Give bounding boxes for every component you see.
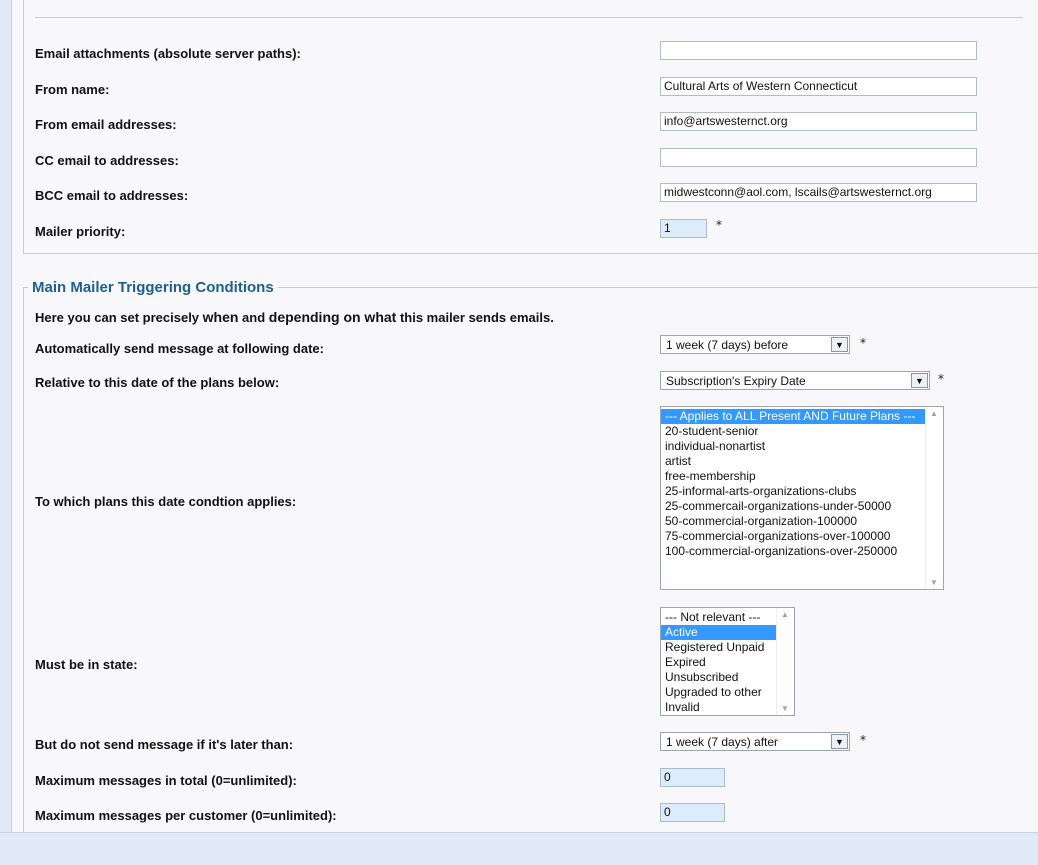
plan-option[interactable]: 25-informal-arts-organizations-clubs [665, 484, 857, 498]
required-marker: * [860, 733, 866, 747]
bottom-bar [0, 832, 1038, 865]
plan-option[interactable]: 100-commercial-organizations-over-250000 [665, 544, 898, 558]
state-option[interactable]: Active [661, 625, 794, 640]
required-marker: * [716, 218, 722, 232]
relative-date-label: Relative to this date of the plans below: [35, 375, 280, 390]
state-listbox[interactable] [660, 607, 795, 716]
scrollbar[interactable] [925, 407, 943, 589]
scrollbar[interactable] [776, 608, 794, 715]
plan-option[interactable]: 25-commercail-organizations-under-50000 [665, 499, 892, 513]
plans-listbox[interactable] [660, 406, 944, 590]
from-email-input[interactable]: info@artswesternct.org [660, 112, 977, 131]
max-total-label: Maximum messages in total (0=unlimited): [35, 773, 297, 788]
send-date-label: Automatically send message at following date: [35, 341, 324, 356]
bcc-label: BCC email to addresses: [35, 188, 189, 203]
plan-option[interactable]: free-membership [665, 469, 756, 483]
divider [35, 17, 1023, 18]
from-name-input[interactable]: Cultural Arts of Western Connecticut [660, 77, 977, 96]
plan-option[interactable]: individual-nonartist [665, 439, 766, 453]
state-option[interactable]: Invalid [665, 700, 700, 714]
chevron-down-icon[interactable]: ▼ [911, 373, 928, 388]
chevron-down-icon[interactable]: ▼ [831, 734, 848, 749]
intro-text: Here you can set precisely when and depending on what this mailer sends emails. [35, 309, 554, 325]
plan-option[interactable]: 75-commercial-organizations-over-100000 [665, 529, 891, 543]
cc-input[interactable] [660, 148, 977, 167]
plan-option[interactable]: 50-commercial-organization-100000 [665, 514, 858, 528]
scroll-up-icon[interactable]: ▲ [781, 610, 789, 619]
attachments-label: Email attachments (absolute server paths): [35, 46, 301, 61]
priority-input[interactable]: 1 [660, 219, 707, 238]
state-option[interactable]: Unsubscribed [665, 670, 739, 684]
priority-label: Mailer priority: [35, 224, 126, 239]
state-option[interactable]: --- Not relevant --- [665, 610, 761, 624]
state-option[interactable]: Upgraded to other [665, 685, 762, 699]
required-marker: * [938, 372, 944, 386]
scroll-up-icon[interactable]: ▲ [930, 409, 938, 418]
max-customer-label: Maximum messages per customer (0=unlimited): [35, 808, 337, 823]
scroll-down-icon[interactable]: ▼ [930, 578, 938, 587]
later-than-label: But do not send message if it's later than: [35, 737, 294, 752]
scroll-down-icon[interactable]: ▼ [781, 704, 789, 713]
send-date-select[interactable]: 1 week (7 days) before ▼ [660, 335, 850, 354]
relative-date-select[interactable]: Subscription's Expiry Date ▼ [660, 371, 930, 390]
state-option[interactable]: Registered Unpaid [665, 640, 765, 654]
cc-label: CC email to addresses: [35, 153, 179, 168]
from-email-label: From email addresses: [35, 117, 177, 132]
plan-option[interactable]: --- Applies to ALL Present AND Future Plans --- [661, 409, 943, 424]
required-marker: * [860, 336, 866, 350]
attachments-input[interactable] [660, 41, 977, 60]
from-name-label: From name: [35, 82, 110, 97]
bcc-input[interactable]: midwestconn@aol.com, lscails@artswesternct.org [660, 183, 977, 202]
state-label: Must be in state: [35, 657, 138, 672]
later-than-select[interactable]: 1 week (7 days) after ▼ [660, 732, 850, 751]
triggering-conditions-legend: Main Mailer Triggering Conditions [28, 279, 278, 296]
state-option[interactable]: Expired [665, 655, 706, 669]
plan-option[interactable]: artist [665, 454, 692, 468]
plans-label: To which plans this date condtion applies: [35, 494, 297, 509]
max-total-input[interactable]: 0 [660, 768, 725, 787]
plan-option[interactable]: 20-student-senior [665, 424, 759, 438]
max-customer-input[interactable]: 0 [660, 803, 725, 822]
chevron-down-icon[interactable]: ▼ [831, 337, 848, 352]
